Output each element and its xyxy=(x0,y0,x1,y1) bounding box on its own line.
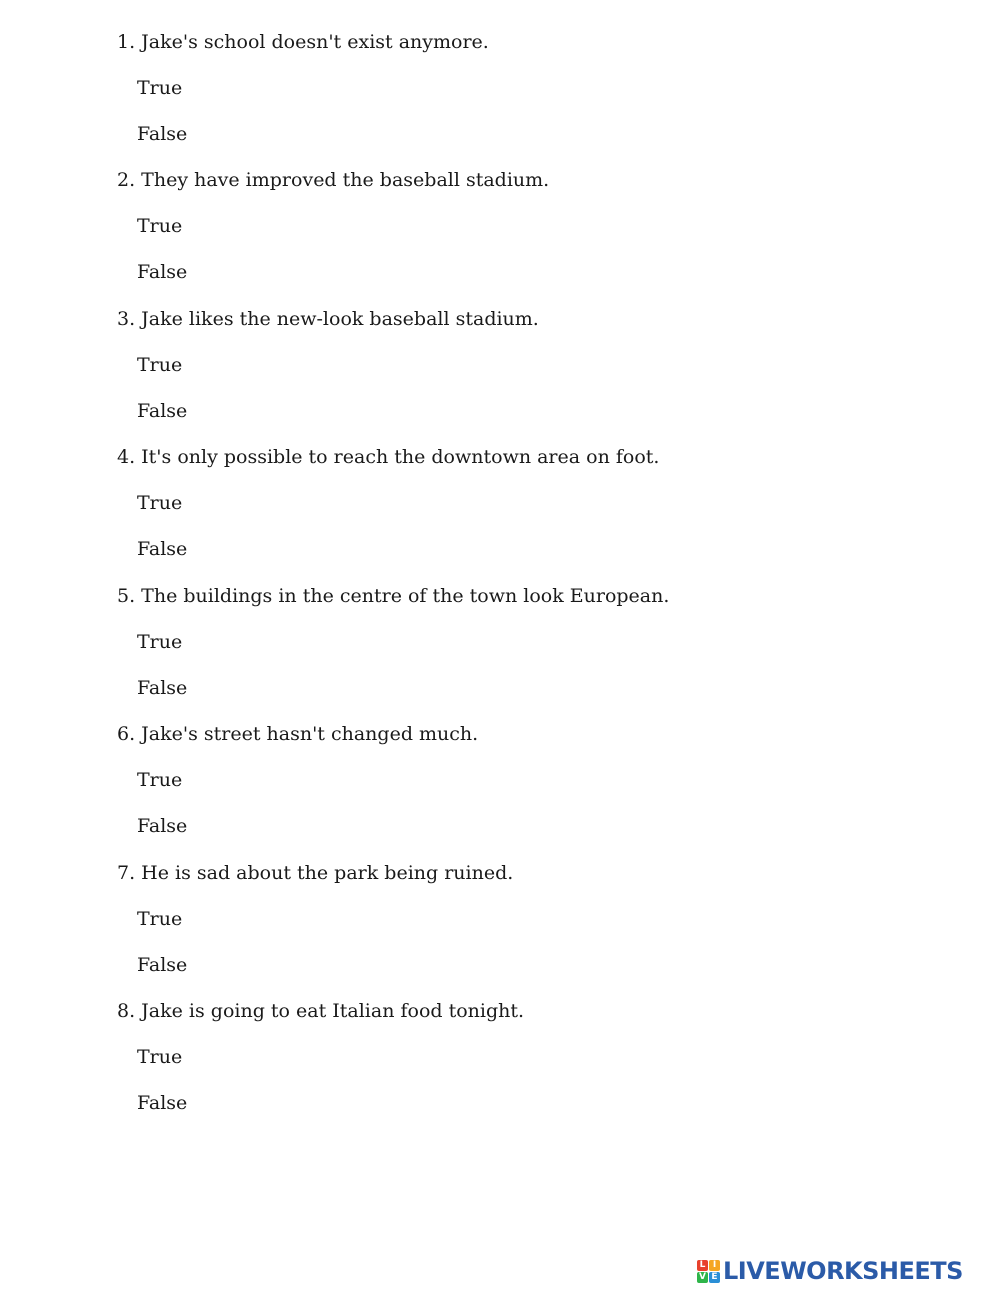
option-true[interactable]: True xyxy=(137,769,183,791)
option-false[interactable]: False xyxy=(137,815,188,837)
question-7 xyxy=(117,861,917,976)
question-2 xyxy=(117,168,917,283)
logo-tile-i: I xyxy=(709,1260,720,1271)
question-5 xyxy=(117,584,917,699)
question-text: 8. Jake is going to eat Italian food tonight. xyxy=(117,1000,525,1022)
liveworksheets-logo-icon xyxy=(697,1260,720,1283)
logo-tile-e: E xyxy=(709,1272,720,1283)
option-false[interactable]: False xyxy=(137,538,188,560)
question-text: 3. Jake likes the new-look baseball stadium. xyxy=(117,308,539,330)
option-false[interactable]: False xyxy=(137,123,188,145)
question-text: 2. They have improved the baseball stadium. xyxy=(117,169,550,191)
option-true[interactable]: True xyxy=(137,908,183,930)
question-text: 6. Jake's street hasn't changed much. xyxy=(117,723,479,745)
option-false[interactable]: False xyxy=(137,261,188,283)
logo-tile-l: L xyxy=(697,1260,708,1271)
option-false[interactable]: False xyxy=(137,400,188,422)
question-text: 4. It's only possible to reach the downtown area on foot. xyxy=(117,446,660,468)
question-6 xyxy=(117,722,917,837)
option-true[interactable]: True xyxy=(137,354,183,376)
option-true[interactable]: True xyxy=(137,631,183,653)
question-text: 5. The buildings in the centre of the town look European. xyxy=(117,585,670,607)
liveworksheets-brand xyxy=(697,1258,963,1284)
brand-name: LIVEWORKSHEETS xyxy=(723,1257,963,1285)
logo-tile-v: V xyxy=(697,1272,708,1283)
option-true[interactable]: True xyxy=(137,77,183,99)
question-4 xyxy=(117,445,917,560)
question-8 xyxy=(117,999,917,1114)
option-false[interactable]: False xyxy=(137,1092,188,1114)
question-text: 1. Jake's school doesn't exist anymore. xyxy=(117,31,489,53)
option-false[interactable]: False xyxy=(137,954,188,976)
question-text: 7. He is sad about the park being ruined. xyxy=(117,862,514,884)
question-3 xyxy=(117,307,917,422)
option-true[interactable]: True xyxy=(137,1046,183,1068)
question-1 xyxy=(117,30,917,145)
option-false[interactable]: False xyxy=(137,677,188,699)
option-true[interactable]: True xyxy=(137,215,183,237)
option-true[interactable]: True xyxy=(137,492,183,514)
